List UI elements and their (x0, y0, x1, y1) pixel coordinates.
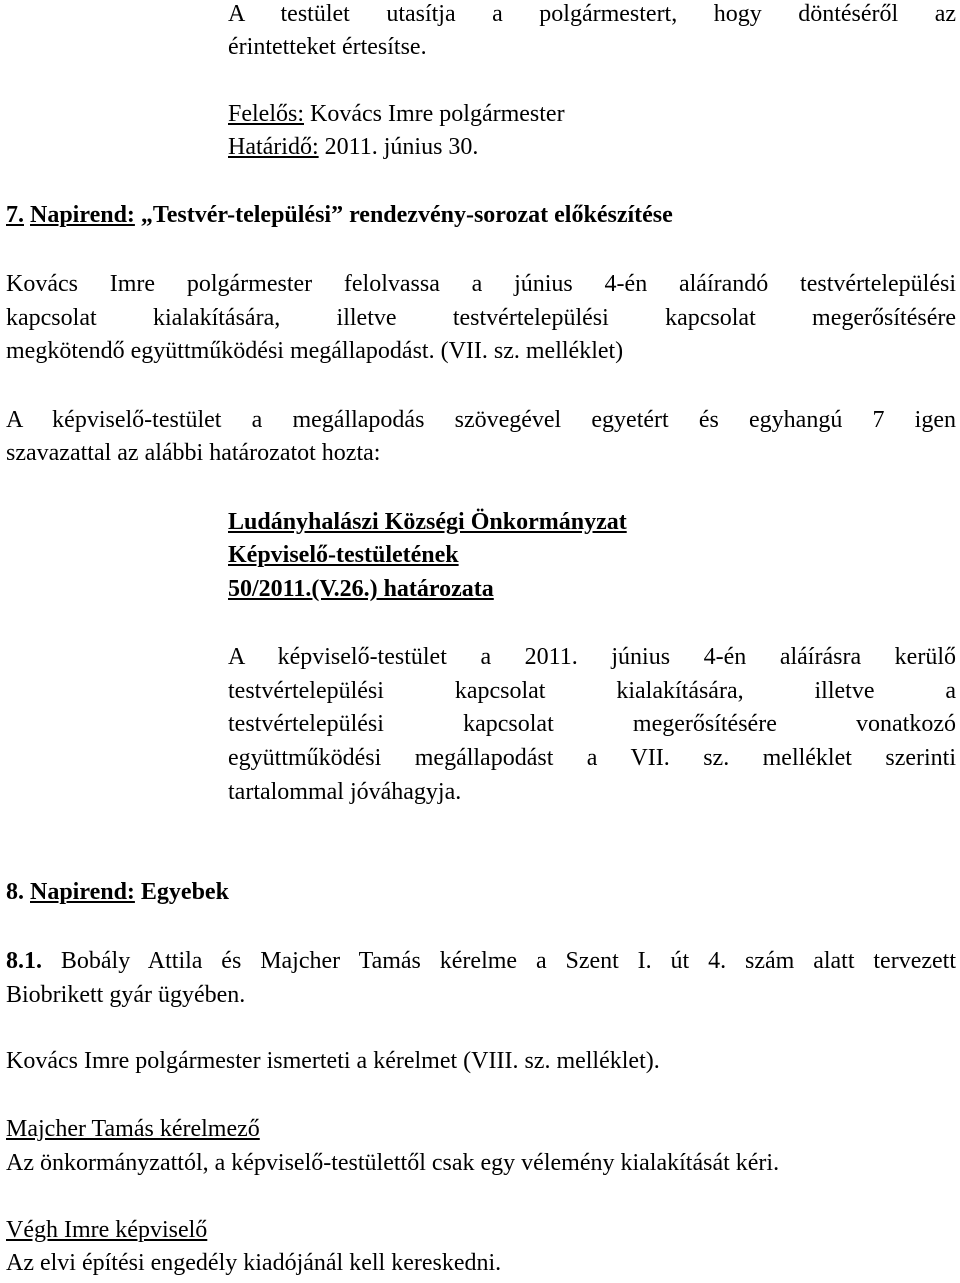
agenda-title: „Testvér-települési” rendezvény-sorozat előkészítése (134, 202, 673, 228)
speaker-name: Majcher Tamás kérelmező (6, 1116, 260, 1142)
paragraph-line: A képviselő-testület a megállapodás szövegével egyetért és egyhangú 7 igen (6, 407, 956, 433)
agenda-label: Napirend: (30, 202, 135, 228)
agenda-label: Napirend: (30, 879, 135, 905)
subitem-title-line: Biobrikett gyár ügyében. (6, 982, 246, 1008)
resolution-heading-body: Ludányhalászi Községi Önkormányzat (228, 509, 627, 535)
subitem-number: 8.1. (6, 948, 42, 974)
resolution-text-line: érintetteket értesítse. (228, 34, 427, 60)
speaker-statement: Az önkormányzattól, a képviselő-testülettől csak egy vélemény kialakítását kéri. (6, 1150, 780, 1176)
resolution-body-line: A képviselő-testület a 2011. június 4-én aláírásra kerülő (228, 644, 956, 670)
resolution-body-line: testvértelepülési kapcsolat kialakítására, illetve a (228, 678, 956, 704)
deadline-line (228, 131, 478, 164)
agenda-item-7-heading (6, 199, 673, 232)
subitem-8-1-title (6, 945, 956, 978)
resolution-text-line: A testület utasítja a polgármestert, hogy döntéséről az (228, 1, 956, 27)
resolution-heading-council: Képviselő-testületének (228, 542, 459, 568)
paragraph-line: megkötendő együttműködési megállapodást. (VII. sz. melléklet) (6, 338, 624, 364)
speaker-name: Végh Imre képviselő (6, 1217, 208, 1243)
paragraph-line: szavazattal az alábbi határozatot hozta: (6, 440, 381, 466)
agenda-item-8-heading (6, 876, 229, 909)
subitem-title: Bobály Attila és Majcher Tamás kérelme a Szent I. út 4. szám alatt tervezett (42, 948, 956, 974)
agenda-item-number: 7. (6, 202, 24, 228)
paragraph-line: Kovács Imre polgármester felolvassa a június 4-én aláírandó testvértelepülési (6, 271, 956, 297)
responsible-line (228, 98, 565, 131)
resolution-body-line: tartalommal jóváhagyja. (228, 779, 462, 805)
speaker-statement: Az elvi építési engedély kiadójánál kell kereskedni. (6, 1250, 502, 1276)
agenda-item-number: 8. (6, 879, 24, 905)
resolution-body-line: együttműködési megállapodást a VII. sz. melléklet szerinti (228, 745, 956, 771)
resolution-number: 50/2011.(V.26.) határozata (228, 576, 494, 602)
deadline-label: Határidő: (228, 134, 319, 160)
paragraph-line: Kovács Imre polgármester ismerteti a kérelmet (VIII. sz. melléklet). (6, 1048, 660, 1074)
paragraph-line: kapcsolat kialakítására, illetve testvértelepülési kapcsolat megerősítésére (6, 305, 956, 331)
agenda-title: Egyebek (134, 879, 229, 905)
responsible-value: Kovács Imre polgármester (304, 101, 565, 127)
responsible-label: Felelős: (228, 101, 304, 127)
deadline-value: 2011. június 30. (318, 134, 479, 160)
resolution-body-line: testvértelepülési kapcsolat megerősítésére vonatkozó (228, 711, 956, 737)
